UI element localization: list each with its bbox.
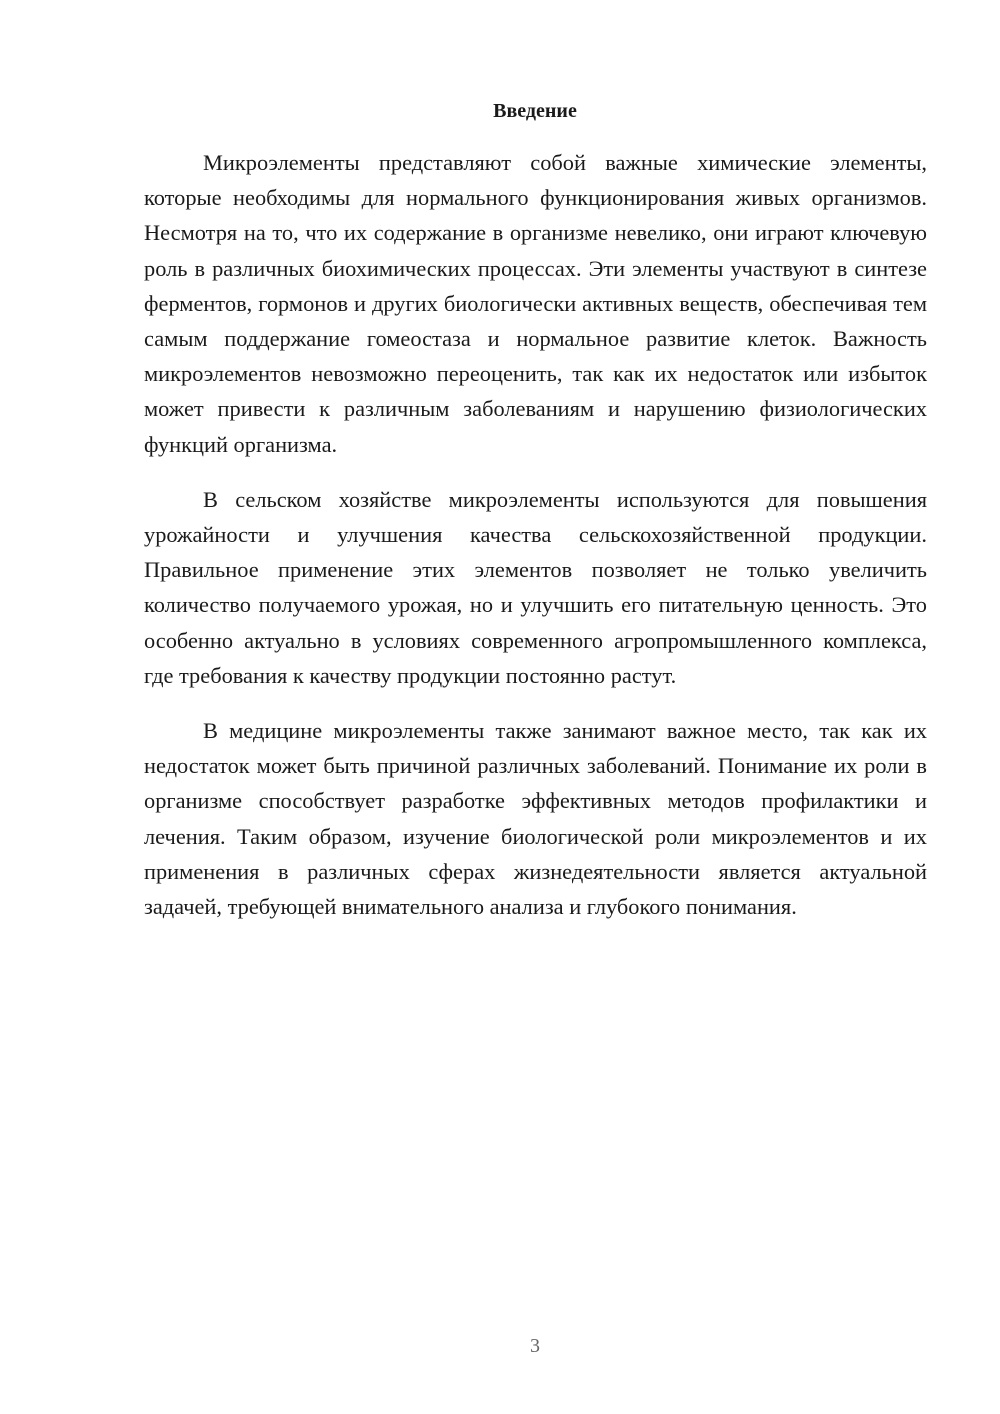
paragraph-agriculture: В сельском хозяйстве микроэлементы используются для повышения урожайности и улучшения качества сельскохозяйственной продукции. Правильное применение этих элементов позволяет не только увеличить количество получаемого урожая, но и улучшить его питательную ценность. Это особенно актуально в условиях современного агропромышленного комплекса, где требования к качеству продукции постоянно растут. [144, 486, 927, 688]
section-heading: Введение [493, 100, 577, 122]
page-number: 3 [530, 1335, 540, 1357]
paragraph-microelements-intro: Микроэлементы представляют собой важные химические элементы, которые необходимы для нормального функционирования живых организмов. Несмотря на то, что их содержание в организме невелико, они играют ключевую роль в различных биохимических процессах. Эти элементы участвуют в синтезе ферментов, гормонов и других биологически активных веществ, обеспечивая тем самым поддержание гомеостаза и нормальное развитие клеток. Важность микроэлементов невозможно переоценить, так как их недостаток или избыток может привести к различным заболеваниям и нарушению физиологических функций организма. [144, 150, 927, 457]
body-text [144, 145, 927, 944]
paragraph-medicine: В медицине микроэлементы также занимают важное место, так как их недостаток может быть причиной различных заболеваний. Понимание их роли в организме способствует разработке эффективных методов профилактики и лечения. Таким образом, изучение биологической роли микроэлементов и их применения в различных сферах жизнедеятельности является актуальной задачей, требующей внимательного анализа и глубокого понимания. [144, 718, 927, 920]
